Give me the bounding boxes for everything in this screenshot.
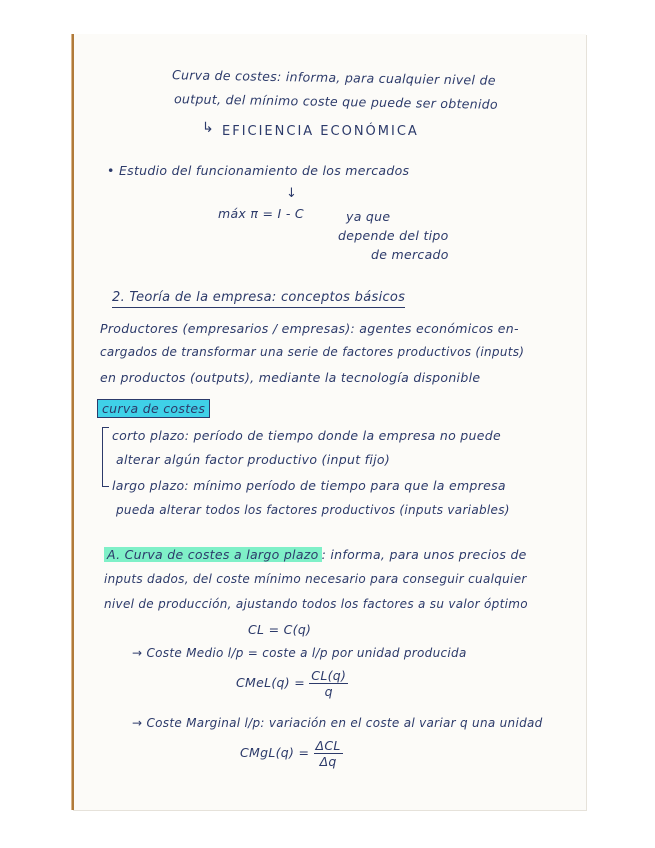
denominator: Δq	[319, 754, 337, 769]
text-line	[104, 547, 527, 562]
text-line: nivel de producción, ajustando todos los factores a su valor óptimo	[104, 597, 528, 611]
text-line: largo plazo: mínimo período de tiempo para que la empresa	[112, 478, 506, 493]
numerator: ΔCL	[315, 738, 341, 753]
formula-cmel	[236, 668, 348, 699]
text-line: inputs dados, del coste mínimo necesario para conseguir cualquier	[104, 572, 527, 586]
text-line: → Coste Medio l/p = coste a l/p por unidad producida	[132, 646, 467, 660]
formula-cmgl	[240, 738, 343, 769]
bracket	[102, 427, 109, 487]
heading-eficiencia: EFICIENCIA ECONÓMICA	[222, 124, 419, 139]
text-line: pueda alterar todos los factores productivos (inputs variables)	[116, 503, 510, 517]
formula-left: CMgL(q) =	[240, 745, 310, 760]
text-line: output, del mínimo coste que puede ser obtenido	[173, 91, 499, 112]
numerator: CL(q)	[311, 668, 347, 683]
text-line: Productores (empresarios / empresas): agentes económicos en-	[100, 321, 519, 336]
text-line: depende del tipo	[338, 228, 449, 243]
highlight-curva-de-costes: curva de costes	[97, 399, 210, 418]
fraction	[309, 668, 348, 699]
text-line: • Estudio del funcionamiento de los mercados	[107, 163, 410, 178]
text-line: alterar algún factor productivo (input fijo)	[116, 452, 391, 467]
highlight-curva-largo-plazo: A. Curva de costes a largo plazo	[104, 547, 322, 562]
formula-max-profit: máx π = I - C	[218, 206, 304, 221]
text-line: → Coste Marginal l/p: variación en el coste al variar q una unidad	[132, 716, 543, 730]
arrow-icon: ↓	[286, 186, 298, 201]
fraction	[314, 738, 343, 769]
formula-cl: CL = C(q)	[248, 622, 312, 637]
text-line: en productos (outputs), mediante la tecnología disponible	[100, 370, 481, 385]
denominator: q	[324, 684, 333, 699]
text-line: Curva de costes: informa, para cualquier nivel de	[171, 67, 496, 88]
text-line: corto plazo: período de tiempo donde la empresa no puede	[112, 428, 501, 443]
arrow-icon: ↳	[202, 120, 215, 136]
text-fragment: : informa, para unos precios de	[321, 547, 527, 562]
text-line: ya que	[346, 209, 391, 224]
text-line: de mercado	[371, 247, 449, 262]
section-heading: 2. Teoría de la empresa: conceptos básicos	[112, 290, 405, 308]
text-line: cargados de transformar una serie de factores productivos (inputs)	[100, 345, 525, 359]
formula-left: CMeL(q) =	[236, 675, 306, 690]
